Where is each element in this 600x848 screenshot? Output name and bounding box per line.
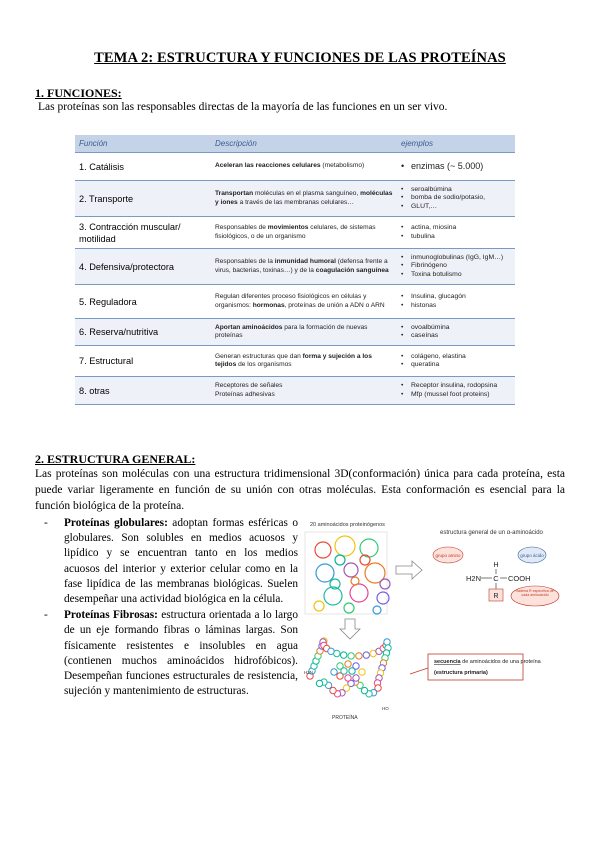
side-chain-label: cadena R específica de cada aminoácido: [516, 589, 554, 597]
section-2-intro: Las proteínas son moléculas con una estructura tridimensional 3D(conformación) única para cada proteína, esta puede variar ligeramente en función de su unión con otras moléculas. Esta conformación es esencial para la función biológica de la proteína.: [35, 468, 565, 512]
svg-text:secuencia de aminoácidos de un: [434, 659, 542, 665]
protein-label: PROTEÍNA: [332, 715, 358, 721]
table-row: [75, 377, 515, 405]
chain-bead: [384, 639, 390, 645]
cell-descripcion: Aceleran las reacciones celulares (metabolismo): [211, 153, 397, 181]
cell-funcion: 2. Transporte: [75, 181, 211, 217]
sequence-primary: (estructura primaria): [434, 670, 488, 676]
aa-structure-title: estructura general de un α-aminoácido: [440, 530, 543, 536]
formula-r: R: [493, 593, 499, 600]
sequence-callout: [428, 654, 523, 680]
chain-bead: [359, 669, 365, 675]
example-item: • caseínas: [401, 332, 511, 341]
cell-funcion: 1. Catálisis: [75, 153, 211, 181]
example-item: • colágeno, elastina: [401, 353, 511, 362]
table-row: [75, 319, 515, 346]
term-fibrous: Proteínas Fibrosas:: [64, 609, 158, 622]
example-item: • Fibrinógeno: [401, 262, 511, 271]
cell-ejemplos: [397, 181, 515, 217]
protein-structure-figure: [300, 516, 570, 726]
right-arrow-icon: [396, 561, 422, 579]
example-item: • queratina: [401, 361, 511, 370]
cell-descripcion: Responsables de movimientos celulares, de sistemas fisiológicos, o de un organismo: [211, 217, 397, 249]
list-item-globular: - Proteínas globulares: adoptan formas esféricas o globulares. Son solubles en medios acuosos y lipídico y se encuentran tanto en los medios acuosos del interior y exterior celular como en la fase lipídica de las membranas biológicas. Suelen desempeñar una actividad biológica en la célula.: [44, 517, 298, 606]
example-item: • enzimas (~ 5.000): [401, 162, 511, 171]
header-funcion: Función: [75, 135, 211, 153]
formula-carbon: C: [493, 574, 499, 583]
text-fibrous: estructura orientada a lo largo de un eje formando fibras o láminas largas. Son físicamente resistentes e insolubles en agua (contienen muchos aminoácidos hidrofóbicos). Desempeñan funciones estructurales de resistencia, sujeción y mantenimiento de estructuras.: [64, 609, 298, 698]
text-globular: adoptan formas esféricas o globulares. Son solubles en medios acuosos y lipídico y se encuentran tanto en los medios acuosos del interior y exterior celular como en la fase lipídica de las membranas biológicas. Suelen desempeñar una actividad biológica en la célula.: [64, 517, 298, 606]
sequence-bold: secuencia: [434, 659, 461, 665]
formula-h: H: [493, 562, 499, 569]
term-globular: Proteínas globulares:: [64, 517, 168, 529]
cell-descripcion: Aportan aminoácidos para la formación de nuevas proteínas: [211, 319, 397, 346]
example-item: • inmunoglobulinas (IgG, IgM…): [401, 254, 511, 263]
section-1-heading: 1. FUNCIONES:: [35, 86, 122, 100]
cell-ejemplos: [397, 217, 515, 249]
example-item: • actina, miosina: [401, 224, 511, 233]
down-arrow-icon: [340, 619, 360, 639]
formula-carboxyl: COOH: [508, 574, 531, 583]
protein-chain: [307, 638, 391, 697]
example-item: • ovoalbúmina: [401, 324, 511, 333]
cell-funcion: 6. Reserva/nutritiva: [75, 319, 211, 346]
cell-funcion: 8. otras: [75, 377, 211, 405]
chain-bead: [361, 687, 367, 693]
page-title: TEMA 2: ESTRUCTURA Y FUNCIONES DE LAS PROTEÍNAS: [94, 50, 506, 66]
amino-group-label: grupo amino: [435, 553, 461, 558]
chain-bead: [341, 652, 347, 658]
chain-bead: [349, 668, 355, 674]
chain-bead: [330, 687, 336, 693]
functions-table-header: [75, 135, 515, 153]
cell-funcion: 3. Contracción muscular/ motilidad: [75, 217, 211, 249]
cell-descripcion: Responsables de la inmunidad humoral (defensa frente a virus, bacterias, toxinas…) y de la coagulación sanguínea: [211, 249, 397, 285]
table-row: [75, 249, 515, 285]
example-item: • histonas: [401, 302, 511, 311]
example-item: • Receptor insulina, rodopsina: [401, 382, 511, 391]
cell-funcion: 7. Estructural: [75, 346, 211, 377]
cell-ejemplos: [397, 377, 515, 405]
cell-funcion: 5. Reguladora: [75, 285, 211, 319]
functions-table: [75, 135, 515, 405]
chain-start-label: H2N: [304, 670, 314, 675]
sequence-rest: de aminoácidos de una proteína: [460, 659, 541, 665]
table-row: [75, 181, 515, 217]
chain-bead: [363, 652, 369, 658]
protein-types-list: [40, 516, 298, 700]
aa-pool-label: 20 aminoácidos proteinógenos: [310, 522, 385, 528]
chain-bead: [345, 661, 351, 667]
chain-end-label: HO: [382, 706, 389, 711]
cell-descripcion: Transportan moléculas en el plasma sanguíneo, moléculas y iones a través de las membranas celulares…: [211, 181, 397, 217]
header-descripcion: Descripción: [211, 135, 397, 153]
example-item: • Mfp (mussel foot proteins): [401, 391, 511, 400]
cell-funcion: 4. Defensiva/protectora: [75, 249, 211, 285]
example-item: • GLUT,…: [401, 203, 511, 212]
chain-bead: [345, 675, 351, 681]
acid-group-label: grupo ácido: [520, 553, 544, 558]
example-item: • seroalbúmina: [401, 186, 511, 195]
table-row: [75, 285, 515, 319]
cell-ejemplos: [397, 319, 515, 346]
chain-bead: [341, 668, 347, 674]
cell-ejemplos: [397, 249, 515, 285]
example-item: • tubulina: [401, 233, 511, 242]
cell-ejemplos: [397, 153, 515, 181]
chain-bead: [334, 650, 340, 656]
cell-descripcion: Generan estructuras que dan forma y sujeción a los tejidos de los organismos: [211, 346, 397, 377]
section-2-heading: 2. ESTRUCTURA GENERAL:: [35, 452, 196, 466]
section-1-intro: Las proteínas son las responsables directas de la mayoría de las funciones en un ser vivo.: [38, 101, 448, 113]
list-item-fibrous: - Proteínas Fibrosas: estructura orientada a lo largo de un eje formando fibras o láminas largas. Son físicamente resistentes e insolubles en agua (contienen muchos aminoácidos hidrofóbicos). Desempeñan funciones estructurales de resistencia, sujeción y mantenimiento de estructuras.: [44, 609, 298, 698]
cell-descripcion: Regulan diferentes proceso fisiológicos en células y organismos: hormonas, proteínas de unión a ADN o ARN: [211, 285, 397, 319]
header-ejemplos: ejemplos: [397, 135, 515, 153]
example-item: • Insulina, glucagón: [401, 293, 511, 302]
example-item: • bomba de sodio/potasio,: [401, 194, 511, 203]
cell-ejemplos: [397, 285, 515, 319]
cell-descripcion: Receptores de señales Proteínas adhesivas: [211, 377, 397, 405]
chain-bead: [353, 675, 359, 681]
chain-bead: [331, 669, 337, 675]
example-item: • Toxina botulismo: [401, 271, 511, 280]
table-row: [75, 153, 515, 181]
table-row: [75, 217, 515, 249]
chain-bead: [316, 680, 322, 686]
formula-amino: H2N: [466, 574, 482, 583]
chain-bead: [348, 653, 354, 659]
table-row: [75, 346, 515, 377]
chain-bead: [356, 653, 362, 659]
cell-ejemplos: [397, 346, 515, 377]
